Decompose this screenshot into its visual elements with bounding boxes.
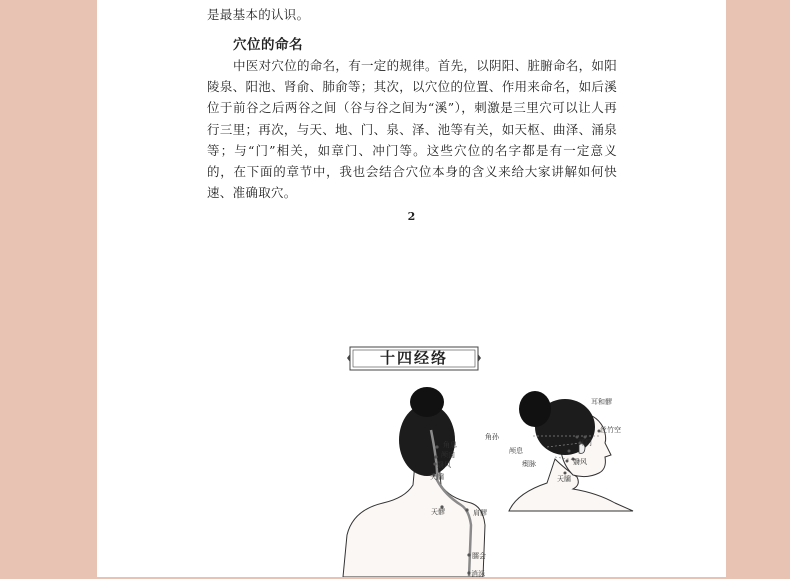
label-side-7: 翳风 bbox=[573, 458, 587, 466]
label-side-8: 天牖 bbox=[557, 475, 571, 483]
section-heading: 穴位的命名 bbox=[233, 37, 303, 53]
label-back-4: 天牖 bbox=[430, 473, 444, 481]
label-back-6: 肩髎 bbox=[473, 509, 487, 517]
label-back-5: 天髎 bbox=[431, 508, 445, 516]
figure-title-banner bbox=[346, 344, 482, 373]
label-side-3: 角孙 bbox=[485, 433, 499, 441]
label-back-8: 消泺 bbox=[471, 570, 485, 578]
label-side-5: 颅息 bbox=[509, 447, 523, 455]
label-side-6: 瘈脉 bbox=[522, 460, 536, 468]
label-side-2: 丝竹空 bbox=[600, 426, 621, 434]
label-side-4: 耳门 bbox=[578, 439, 592, 447]
page-number: 2 bbox=[407, 210, 416, 223]
label-back-3: 翳风 bbox=[437, 461, 451, 469]
label-side-1: 耳和髎 bbox=[591, 398, 612, 406]
figure-title: 十四经络 bbox=[379, 349, 448, 367]
back-view-figure bbox=[333, 385, 493, 577]
label-back-2: 颅囟 bbox=[441, 451, 455, 459]
paragraph-acupoint-naming: 中医对穴位的命名，有一定的规律。首先，以阴阳、脏腑命名，如阳陵泉、阳池、肾俞、肺俞等；其次，以穴位的位置、作用来命名，如后溪位于前谷之后两谷之间（谷与谷之间为“溪”），刺激是三里穴可以让人再行三里；再次，与天、地、门、泉、泽、池等有关，如天枢、曲泽、涌泉等；与“门”相关，如章门、冲门等。这些穴位的名字都是有一定意义的，在下面的章节中，我也会结合穴位本身的含义来给大家讲解如何快速、准确取穴。 bbox=[207, 58, 618, 201]
side-view-figure bbox=[507, 385, 637, 513]
paragraph-intro-tail: 是最基本的认识。 bbox=[207, 7, 310, 22]
label-back-1: 角息 bbox=[443, 441, 457, 449]
label-back-7: 臑会 bbox=[472, 552, 486, 560]
book-page bbox=[97, 0, 726, 577]
